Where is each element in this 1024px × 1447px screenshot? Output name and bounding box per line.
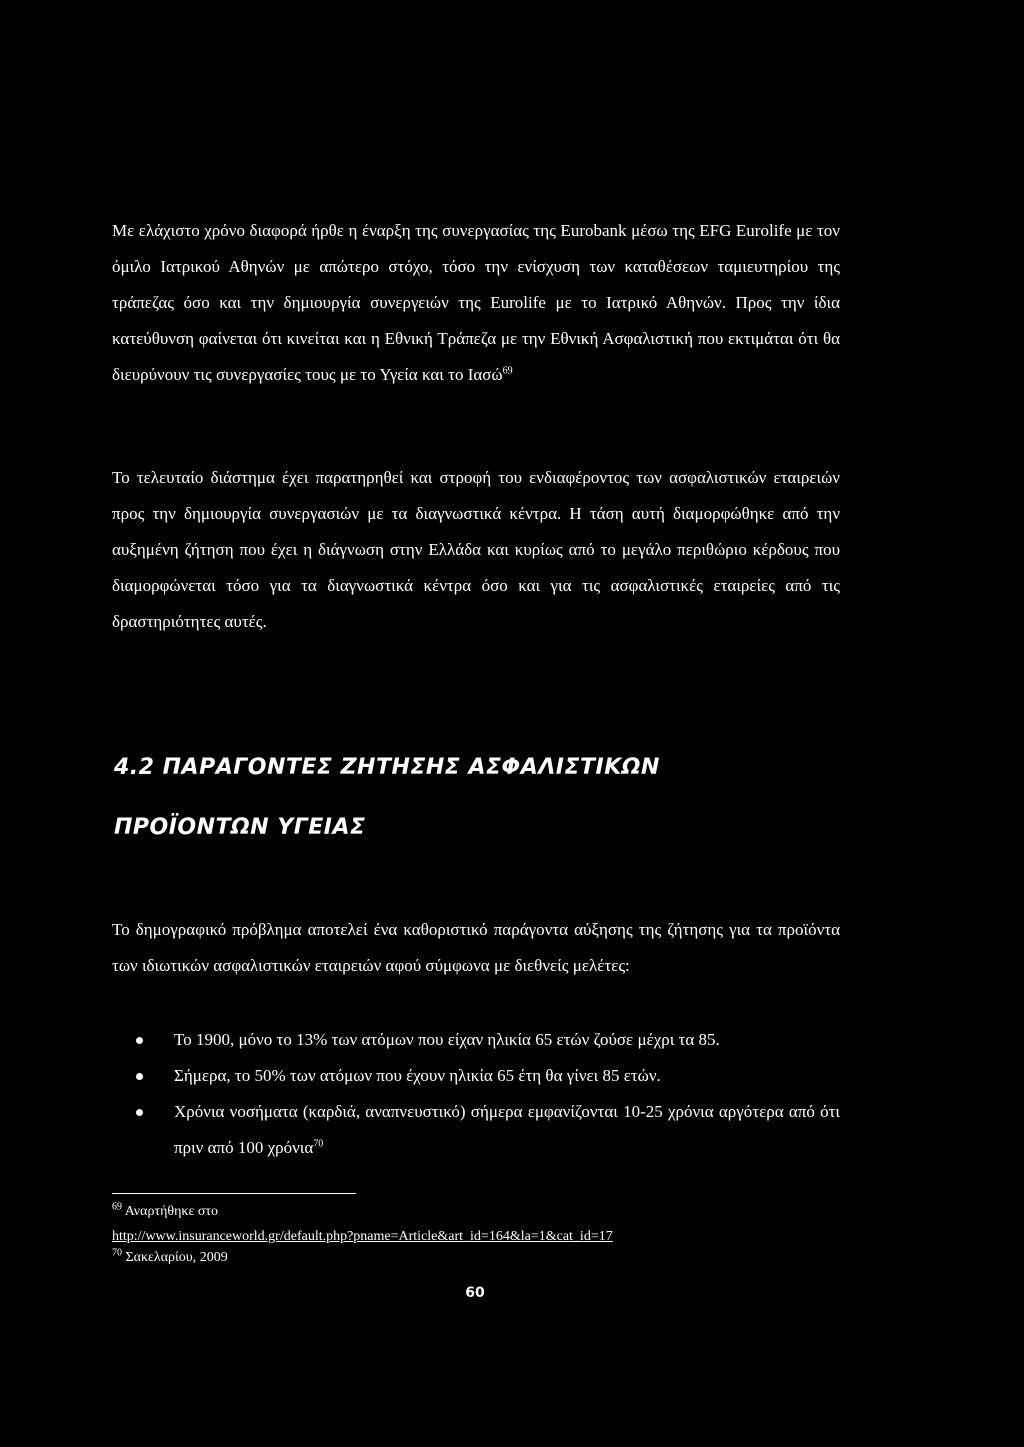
section-heading-line2: ΠΡΟΪΟΝΤΩΝ ΥΓΕΙΑΣ: [114, 815, 366, 840]
footnote-69: [112, 1203, 218, 1221]
paragraph-text: Το δημογραφικό πρόβλημα αποτελεί ένα καθοριστικό παράγοντα αύξησης της ζήτησης για τα προϊόντα των ιδιωτικών ασφαλιστικών εταιρειών αφού σύμφωνα με διεθνείς μελέτες:: [112, 920, 840, 975]
section-heading: [114, 738, 834, 858]
footnote-separator: [112, 1193, 356, 1194]
footnote-70: [112, 1249, 228, 1267]
footnote-text: Σακελαρίου, 2009: [125, 1250, 228, 1265]
list-item: [112, 1094, 840, 1166]
paragraph-diagnostic-centres: [112, 460, 840, 640]
bullet-icon: [136, 1073, 143, 1080]
paragraph-eurobank-eurolife: [112, 213, 840, 393]
bullet-list: [112, 1022, 840, 1166]
footnote-mark-69: 69: [112, 1201, 122, 1213]
paragraph-demographic: [112, 912, 840, 984]
footnote-ref-69: 69: [502, 365, 513, 377]
list-item: [112, 1058, 840, 1094]
page-number: 60: [465, 1285, 485, 1301]
section-heading-line1: 4.2 ΠΑΡΑΓΟΝΤΕΣ ΖΗΤΗΣΗΣ ΑΣΦΑΛΙΣΤΙΚΩΝ: [114, 755, 660, 780]
list-item-text: Σήμερα, το 50% των ατόμων που έχουν ηλικία 65 έτη θα γίνει 85 ετών.: [174, 1066, 661, 1085]
paragraph-text: Με ελάχιστο χρόνο διαφορά ήρθε η έναρξη της συνεργασίας της Eurobank μέσω της EFG Eurolife με τον όμιλο Ιατρικού Αθηνών με απώτερο στόχο, τόσο την ενίσχυση των καταθέσεων ταμιευτηρίου της τράπεζας όσο και την δημιουργία συνεργειών της Eurolife με το Ιατρικό Αθηνών. Προς την ίδια κατεύθυνση φαίνεται ότι κινείται και η Εθνική Τράπεζα με την Εθνική Ασφαλιστική που εκτιμάται ότι θα διευρύνουν τις συνεργασίες τους με το Υγεία και το Ιασώ: [112, 221, 840, 384]
paragraph-text: Το τελευταίο διάστημα έχει παρατηρηθεί και στροφή του ενδιαφέροντος των ασφαλιστικών εταιρειών προς την δημιουργία συνεργασιών με τα διαγνωστικά κέντρα. Η τάση αυτή διαμορφώθηκε από την αυξημένη ζήτηση που έχει η διάγνωση στην Ελλάδα και κυρίως από το μεγάλο περιθώριο κέρδους που διαμορφώνεται τόσο για τα διαγνωστικά κέντρα όσο και για τις ασφαλιστικές εταιρείες από τις δραστηριότητες αυτές.: [112, 468, 840, 631]
footnote-mark-70: 70: [112, 1247, 122, 1259]
list-item-text: Χρόνια νοσήματα (καρδιά, αναπνευστικό) σήμερα εμφανίζονται 10-25 χρόνια αργότερα από ότι πριν από 100 χρόνια: [174, 1102, 840, 1157]
footnote-link[interactable]: [112, 1228, 613, 1246]
list-item-text: Το 1900, μόνο το 13% των ατόμων που είχαν ηλικία 65 ετών ζούσε μέχρι τα 85.: [174, 1030, 720, 1049]
bullet-icon: [136, 1109, 143, 1116]
footnote-url[interactable]: http://www.insuranceworld.gr/default.php?pname=Article&art_id=164&la=1&cat_id=17: [112, 1229, 613, 1244]
footnote-ref-70: 70: [313, 1138, 324, 1150]
list-item: [112, 1022, 840, 1058]
bullet-icon: [136, 1037, 143, 1044]
footnote-text: Αναρτήθηκε στο: [124, 1204, 219, 1219]
